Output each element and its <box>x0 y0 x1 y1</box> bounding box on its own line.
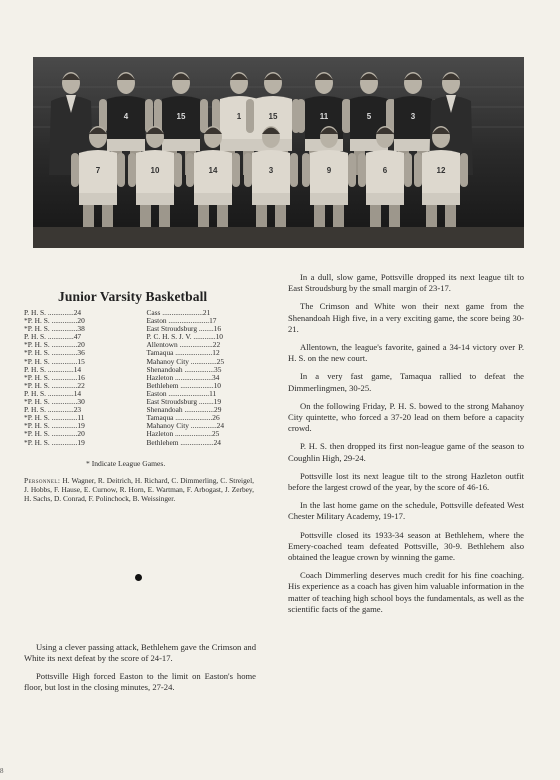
paragraph: On the following Friday, P. H. S. bowed to the strong Mahanoy City quintette, who forced a 37-20 lead on them before a capacity crowd. <box>288 400 524 434</box>
paragraph: Pottsville High forced Easton to the limit on Easton's home floor, but lost in the closing minutes, 27-24. <box>24 671 256 693</box>
svg-text:14: 14 <box>208 166 218 175</box>
home-score: *P. H. S. ..............15 <box>24 357 85 366</box>
home-score: P. H. S. ..............47 <box>24 333 82 342</box>
opponent-score: Easton ......................11 <box>146 389 217 398</box>
paragraph: Pottsville lost its next league tilt to the strong Hazleton outfit before the largest crowd of the year, by the score of 46-16. <box>288 470 524 493</box>
svg-text:12: 12 <box>436 166 446 175</box>
svg-text:9: 9 <box>326 166 332 175</box>
score-row <box>24 325 256 333</box>
opponent-score: Shenandoah ................35 <box>146 365 222 374</box>
paragraph: Pottsville closed its 1933-34 season at Bethlehem, where the Emery-coached team defeated Pottsville, 30-9. Bethlehem also obtained the league crown by winning the game. <box>288 529 524 563</box>
opponent-score: Hazleton ....................25 <box>146 430 220 439</box>
paragraph: Using a clever passing attack, Bethlehem gave the Crimson and White its next defeat by the score of 24-17. <box>24 642 256 664</box>
score-row <box>24 374 256 382</box>
personnel-names: H. Wagner, R. Deitrich, H. Richard, C. Dimmerling, C. Streigel, J. Hobbs, F. Hause, E. Curnow, R. Horn, E. Wartman, F. Arbogast, J. Zerbey, H. Sachs, D. Conrad, F. Polinchock, B. Weissinger. <box>24 476 254 504</box>
home-score: *P. H. S. ..............19 <box>24 438 85 447</box>
paragraph: The Crimson and White won their next game from the Shenandoah High five, in a very exciting game, the score being 30-21. <box>288 301 524 334</box>
opponent-score: Easton ......................17 <box>146 317 217 326</box>
home-score: P. H. S. ..............14 <box>24 365 82 374</box>
svg-text:15: 15 <box>176 112 186 121</box>
paragraph: P. H. S. then dropped its first non-league game of the season to Coughlin High, 29-24. <box>288 441 524 463</box>
svg-text:1: 1 <box>236 112 242 121</box>
opponent-score: Allentown ..................22 <box>146 341 221 350</box>
score-row <box>24 349 256 357</box>
svg-text:5: 5 <box>366 112 372 121</box>
team-photo <box>33 57 524 248</box>
paragraph: In a very fast game, Tamaqua rallied to defeat the Dimmerlingmen, 30-25. <box>288 371 524 393</box>
svg-text:6: 6 <box>382 166 388 175</box>
opponent-score: Mahanoy City ..............25 <box>146 357 225 366</box>
score-row <box>24 366 256 374</box>
score-row <box>24 341 256 349</box>
home-score: P. H. S. ..............24 <box>24 309 82 317</box>
bench <box>33 227 524 248</box>
score-row <box>24 398 256 406</box>
home-score: *P. H. S. ..............38 <box>24 325 85 334</box>
opponent-score: Cass ......................21 <box>146 309 211 317</box>
score-row <box>24 382 256 390</box>
section-title: Junior Varsity Basketball <box>58 289 208 304</box>
home-score: *P. H. S. ..............19 <box>24 422 85 431</box>
opponent-score: Bethlehem ..................10 <box>146 381 221 390</box>
score-row <box>24 317 256 325</box>
score-row <box>24 309 256 317</box>
score-row <box>24 430 256 438</box>
paragraph: Allentown, the league's favorite, gained a 34-14 victory over P. H. S. on the new court. <box>288 342 524 364</box>
score-row <box>24 414 256 422</box>
home-score: *P. H. S. ..............20 <box>24 317 85 326</box>
opponent-score: P. C. H. S. J. V. ............10 <box>146 333 223 342</box>
score-row <box>24 406 256 414</box>
opponent-score: East Stroudsburg ........16 <box>146 325 222 334</box>
svg-text:3: 3 <box>410 112 416 121</box>
svg-text:3: 3 <box>268 166 274 175</box>
score-table <box>24 309 256 447</box>
opponent-score: East Stroudsburg ........19 <box>146 398 222 407</box>
opponent-score: Tamaqua ....................12 <box>146 349 220 358</box>
page-mark: 8 <box>0 767 4 775</box>
home-score: *P. H. S. ..............22 <box>24 381 85 390</box>
personnel-list <box>24 476 254 504</box>
home-score: *P. H. S. ..............36 <box>24 349 85 358</box>
opponent-score: Mahanoy City ..............24 <box>146 422 225 431</box>
paragraph: In a dull, slow game, Pottsville dropped its next league tilt to East Stroudsburg by the small margin of 23-17. <box>288 272 524 294</box>
home-score: P. H. S. ..............23 <box>24 406 82 415</box>
opponent-score: Shenandoah ................29 <box>146 406 222 415</box>
home-score: *P. H. S. ..............30 <box>24 398 85 407</box>
home-score: P. H. S. ..............14 <box>24 389 82 398</box>
score-row <box>24 333 256 341</box>
league-note: * Indicate League Games. <box>86 459 166 468</box>
svg-text:10: 10 <box>150 166 160 175</box>
svg-text:4: 4 <box>123 112 129 121</box>
personnel-label: Personnel: <box>24 476 61 485</box>
paragraph: In the last home game on the schedule, Pottsville defeated West Chester Military Academy, 19-17. <box>288 500 524 522</box>
home-score: *P. H. S. ..............20 <box>24 341 85 350</box>
opponent-score: Tamaqua ....................26 <box>146 414 220 423</box>
score-row <box>24 422 256 430</box>
svg-text:11: 11 <box>319 112 329 121</box>
svg-text:15: 15 <box>268 112 278 121</box>
score-row <box>24 390 256 398</box>
opponent-score: Bethlehem ..................24 <box>146 438 221 447</box>
home-score: *P. H. S. ..............16 <box>24 373 85 382</box>
score-row <box>24 439 256 447</box>
home-score: *P. H. S. ..............20 <box>24 430 85 439</box>
opponent-score: Hazleton ....................34 <box>146 373 220 382</box>
team-photo-image <box>33 57 524 248</box>
svg-text:7: 7 <box>95 166 101 175</box>
paragraph: Coach Dimmerling deserves much credit for his fine coaching. His experience as a coach has given him valuable information in the matter of teaching high school boys the fundamentals, as well as the scientific facts of the game. <box>288 570 524 614</box>
bullet-dot <box>135 574 142 581</box>
score-row <box>24 358 256 366</box>
right-column-text <box>288 272 524 622</box>
left-column-text <box>24 642 256 700</box>
home-score: *P. H. S. ..............11 <box>24 414 85 423</box>
